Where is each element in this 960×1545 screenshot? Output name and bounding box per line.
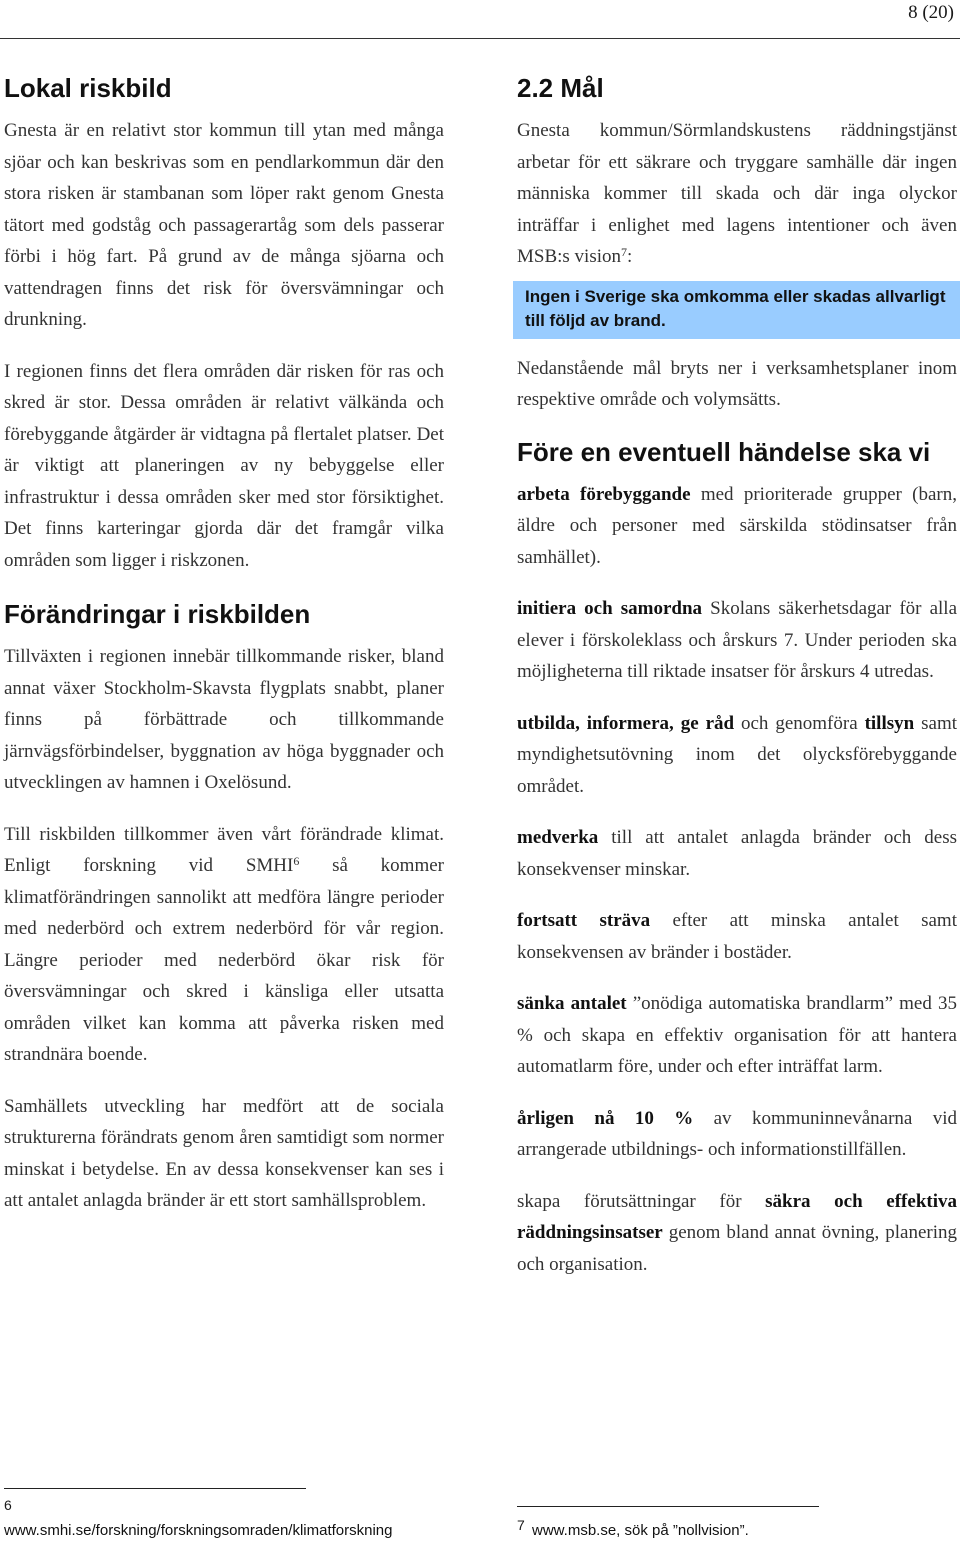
goals-heading: Före en eventuell händelse ska vi [517, 436, 931, 467]
footnote-link-msb[interactable]: www.msb.se, sök på ”nollvision”. [532, 1522, 749, 1539]
footnote-number: 7 [517, 1517, 525, 1533]
goal-keyword: arbeta förebyggande [517, 483, 691, 505]
goal-keyword: sänka antalet [517, 993, 627, 1014]
footnote-link-smhi[interactable]: www.smhi.se/forskning/forskningsomraden/klimatforskning [4, 1522, 393, 1539]
footnote-rule-left [4, 1488, 306, 1489]
footnote-rule-right [517, 1506, 819, 1507]
page-number: 8 (20) [908, 2, 954, 23]
goal-text: Skolans säkerhetsdagar för alla elever i förskoleklass och årskurs 7. Under perioden ska möjligheterna till riktade insatser för årskurs 4 utredas. [517, 598, 957, 682]
goal-keyword: fortsatt sträva [517, 910, 651, 931]
goal-text: skapa förutsättningar för [517, 1190, 766, 1212]
paragraph-mal-intro [517, 115, 957, 273]
section-title-forandringar: Förändringar i riskbilden [4, 599, 311, 629]
paragraph-text: : [627, 246, 633, 267]
goal-text: av kommuninnevånarna vid arrangerade utbildnings- och informationstillfällen. [517, 1107, 958, 1160]
footnote-number: 6 [4, 1497, 12, 1513]
paragraph-mal-breakdown: Nedanstående mål bryts ner i verksamhetsplaner inom respektive område och volymsätts. [517, 357, 957, 410]
right-column [517, 72, 957, 1300]
paragraph-text: Gnesta kommun/Sörmlandskustens räddningstjänst arbetar för ett säkrare och tryggare samhälle där ingen människa kommer till skada och där inga olyckor inträffar i enlighet med lagens intentioner och även MSB:s vision [517, 120, 957, 267]
goal-keyword: initiera och samordna [517, 598, 703, 619]
goal-item [517, 1186, 957, 1281]
goal-text: med prioriterade grupper (barn, äldre och personer med särskilda stödinsatser från samhället). [517, 483, 957, 568]
goal-item [517, 708, 957, 803]
goal-item [517, 593, 957, 688]
section-title-lokal-riskbild: Lokal riskbild [4, 73, 172, 103]
goal-item [517, 1103, 957, 1166]
goal-item [517, 479, 957, 574]
goal-text: efter att minska antalet samt konsekvensen av bränder i bostäder. [517, 910, 957, 963]
paragraph-lokal-riskbild-1: Gnesta är en relativt stor kommun till ytan med många sjöar och kan beskrivas som en pendlarkommun där den stora risken är stambanan som löper rakt genom Gnesta tätort med godståg och passagerartåg som dels passerar förbi i hög fart. På grund av de många sjöarna och vattendragen finns det risk för översvämningar och drunkning. [4, 120, 444, 330]
vision-highlight-box: Ingen i Sverige ska omkomma eller skadas allvarligt till följd av brand. [513, 281, 960, 339]
paragraph-text: Till riskbilden tillkommer även vårt förändrade klimat. Enligt forskning vid SMHI [4, 823, 444, 876]
goal-keyword: årligen nå 10 % [517, 1107, 694, 1129]
paragraph-text: så kommer klimatförändringen sannolikt att medföra längre perioder med nederbörd och extrem nederbörd för vår region. Längre perioder med nederbörd ökar risk för översvämningar och skred i känsliga eller utsatta områden vilket kan komma att påverka risken med strandnära boende. [4, 855, 444, 1065]
goal-keyword: medverka [517, 827, 599, 848]
goal-text: ”onödiga automatiska brandlarm” med 35 % och skapa en effektiv organisation för att hantera automatlarm före, under och efter inträffat larm. [517, 993, 957, 1077]
goal-text: och genomföra [734, 712, 865, 734]
goal-item [517, 905, 957, 968]
paragraph-forandringar-2 [4, 819, 444, 1071]
goal-text: till att antalet anlagda bränder och dess konsekvenser minskar. [517, 827, 957, 880]
section-title-mal: 2.2 Mål [517, 73, 604, 103]
goal-keyword: tillsyn [864, 712, 915, 734]
footnote-ref-7: 7 [621, 245, 628, 259]
paragraph-forandringar-1: Tillväxten i regionen innebär tillkommande risker, bland annat växer Stockholm-Skavsta flygplats snabbt, planer finns på förbättrade och tillkommande järnvägsförbindelser, byggnation av höga byggnader och utvecklingen av hamnen i Oxelösund. [4, 646, 444, 793]
header-rule [0, 38, 960, 39]
paragraph-lokal-riskbild-2: I regionen finns det flera områden där risken för ras och skred är stor. Dessa områden är relativt välkända och förebyggande åtgärder är vidtagna på flertalet platser. Det är viktigt att planeringen av ny bebyggelse eller infrastruktur i dessa områden sker med stor försiktighet. Det finns karteringar gjorda där det framgår vilka områden som ligger i riskzonen. [4, 360, 444, 571]
goal-item [517, 822, 957, 885]
goal-keyword: utbilda, informera, ge råd [517, 712, 735, 734]
paragraph-forandringar-3: Samhällets utveckling har medfört att de sociala strukturerna förändrats genom åren samtidigt som normer minskat i betydelse. En av dessa konsekvenser kan ses i att antalet anlagda bränder är ett stort samhällsproblem. [4, 1095, 444, 1211]
goal-item [517, 988, 957, 1083]
footnote-ref-6: 6 [293, 854, 300, 868]
goal-keyword: säkra och effektiva räddningsinsatser [517, 1190, 957, 1243]
left-column [4, 72, 444, 1217]
goal-text: samt myndighetsutövning inom det olycksförebyggande området. [517, 712, 958, 797]
goal-text: genom bland annat övning, planering och organisation. [517, 1222, 957, 1275]
